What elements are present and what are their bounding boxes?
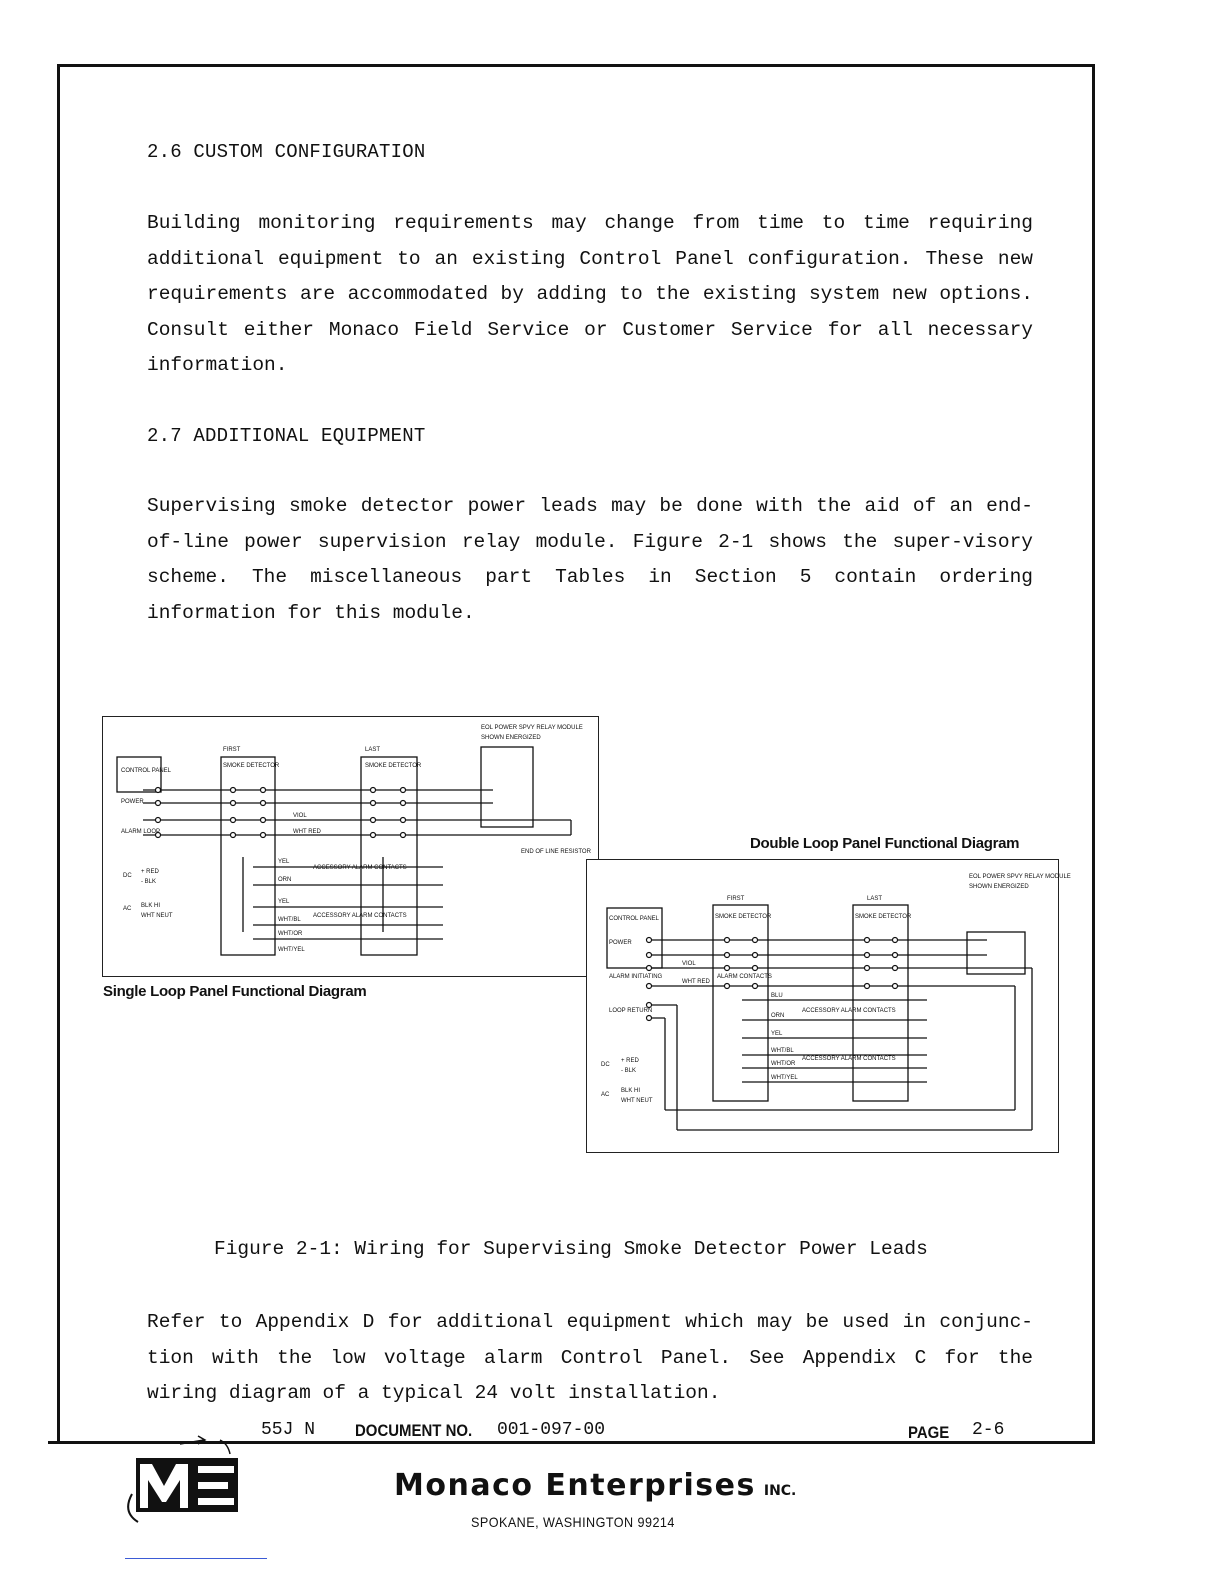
single-wire-6: WHT/YEL <box>278 947 305 953</box>
single-ac-blk: BLK HI <box>141 903 161 909</box>
double-dc-red: + RED <box>621 1058 639 1064</box>
single-first-detector-label: SMOKE DETECTOR <box>223 763 280 769</box>
single-alarm-loop: ALARM LOOP <box>121 829 161 835</box>
single-acc-1: ACCESSORY ALARM CONTACTS <box>313 865 407 871</box>
page-label: PAGE <box>908 1423 950 1442</box>
double-eol-label: EOL POWER SPVY RELAY MODULE <box>969 874 1071 880</box>
single-acc-2: ACCESSORY ALARM CONTACTS <box>313 913 407 919</box>
double-alarm-init: ALARM INITIATING <box>609 974 663 980</box>
revision-underline <box>255 1442 347 1444</box>
company-name <box>394 1468 796 1503</box>
page-underline <box>960 1442 1032 1444</box>
single-wire-4: WHT/BL <box>278 917 301 923</box>
single-viol: VIOL <box>293 813 307 819</box>
double-wht-red: WHT RED <box>682 979 710 985</box>
monaco-logo <box>120 1432 245 1527</box>
double-first-detector-label: SMOKE DETECTOR <box>715 914 772 920</box>
double-wire-2: ORN <box>771 1013 785 1019</box>
double-power: POWER <box>609 940 632 946</box>
double-acc-1: ACCESSORY ALARM CONTACTS <box>802 1008 896 1014</box>
double-alarm-contacts: ALARM CONTACTS <box>717 974 772 980</box>
single-eol-label: EOL POWER SPVY RELAY MODULE <box>481 725 583 731</box>
doc-underline <box>482 1442 894 1444</box>
company-address: SPOKANE, WASHINGTON 99214 <box>471 1514 675 1530</box>
single-ac: AC <box>123 906 132 912</box>
single-ac-wht: WHT NEUT <box>141 913 173 919</box>
double-ac-blk: BLK HI <box>621 1088 641 1094</box>
single-eol-resistor: END OF LINE RESISTOR <box>521 849 591 855</box>
double-last-detector-label: SMOKE DETECTOR <box>855 914 912 920</box>
double-viol: VIOL <box>682 961 696 967</box>
double-wire-4: WHT/BL <box>771 1048 794 1054</box>
single-dc-blk: - BLK <box>141 879 157 885</box>
single-wire-3: YEL <box>278 899 290 905</box>
single-loop-title: Single Loop Panel Functional Diagram <box>103 983 367 1000</box>
double-wire-6: WHT/YEL <box>771 1075 798 1081</box>
section-refer-body: Refer to Appendix D for additional equipment which may be used in conjunc-tion with the low voltage alarm Control Panel. See Appendix C for the wiring diagram of a typical 24 volt installation. <box>147 1311 1033 1404</box>
double-last-label: LAST <box>867 896 883 902</box>
figure-caption: Figure 2-1: Wiring for Supervising Smoke Detector Power Leads <box>214 1238 928 1260</box>
single-eol-note: SHOWN ENERGIZED <box>481 735 541 741</box>
single-last-label: LAST <box>365 747 381 753</box>
section-2-7-heading: 2.7 ADDITIONAL EQUIPMENT <box>147 425 426 447</box>
double-wire-1: BLU <box>771 993 783 999</box>
double-eol-note: SHOWN ENERGIZED <box>969 884 1029 890</box>
revision-code: 55J N <box>261 1420 316 1440</box>
single-wht-red: WHT RED <box>293 829 321 835</box>
double-ac-wht: WHT NEUT <box>621 1098 653 1104</box>
single-first-label: FIRST <box>223 747 241 753</box>
company-name-text: Monaco Enterprises <box>394 1468 756 1503</box>
doc-label: DOCUMENT NO. <box>355 1421 473 1440</box>
single-power: POWER <box>121 799 144 805</box>
single-loop-diagram <box>102 716 599 977</box>
section-2-6-heading: 2.6 CUSTOM CONFIGURATION <box>147 141 426 163</box>
single-dc-red: + RED <box>141 869 159 875</box>
double-loop-wiring <box>587 860 1071 1151</box>
double-dc: DC <box>601 1062 610 1068</box>
double-wire-5: WHT/OR <box>771 1061 796 1067</box>
double-loop-diagram <box>586 859 1071 1153</box>
blue-underline <box>125 1558 267 1559</box>
double-wire-3: YEL <box>771 1031 783 1037</box>
double-loop-return: LOOP RETURN <box>609 1008 653 1014</box>
section-2-6-body: Building monitoring requirements may change from time to time requiring additional equipment to an existing Control Panel configuration. These new requirements are accommodated by adding to the existing system new options. Consult either Monaco Field Service or Customer Service for all necessary information. <box>147 212 1033 376</box>
single-control-panel-label: CONTROL PANEL <box>121 768 172 774</box>
single-loop-wiring <box>103 717 597 975</box>
single-wire-5: WHT/OR <box>278 931 303 937</box>
single-wire-1: YEL <box>278 859 290 865</box>
double-dc-blk: - BLK <box>621 1068 637 1074</box>
company-inc: INC. <box>763 1483 797 1499</box>
section-2-7-body: Supervising smoke detector power leads may be done with the aid of an end-of-line power supervision relay module. Figure 2-1 shows the super-visory scheme. The miscellaneous part Tables in Section 5 contain ordering information for this module. <box>147 495 1033 624</box>
single-dc: DC <box>123 873 132 879</box>
double-control-panel-label: CONTROL PANEL <box>609 916 660 922</box>
double-acc-2: ACCESSORY ALARM CONTACTS <box>802 1056 896 1062</box>
double-first-label: FIRST <box>727 896 745 902</box>
double-loop-title: Double Loop Panel Functional Diagram <box>750 835 1020 852</box>
single-wire-2: ORN <box>278 877 292 883</box>
doc-number: 001-097-00 <box>497 1420 606 1440</box>
page-number: 2-6 <box>972 1420 1005 1440</box>
double-ac: AC <box>601 1092 610 1098</box>
single-last-detector-label: SMOKE DETECTOR <box>365 763 422 769</box>
